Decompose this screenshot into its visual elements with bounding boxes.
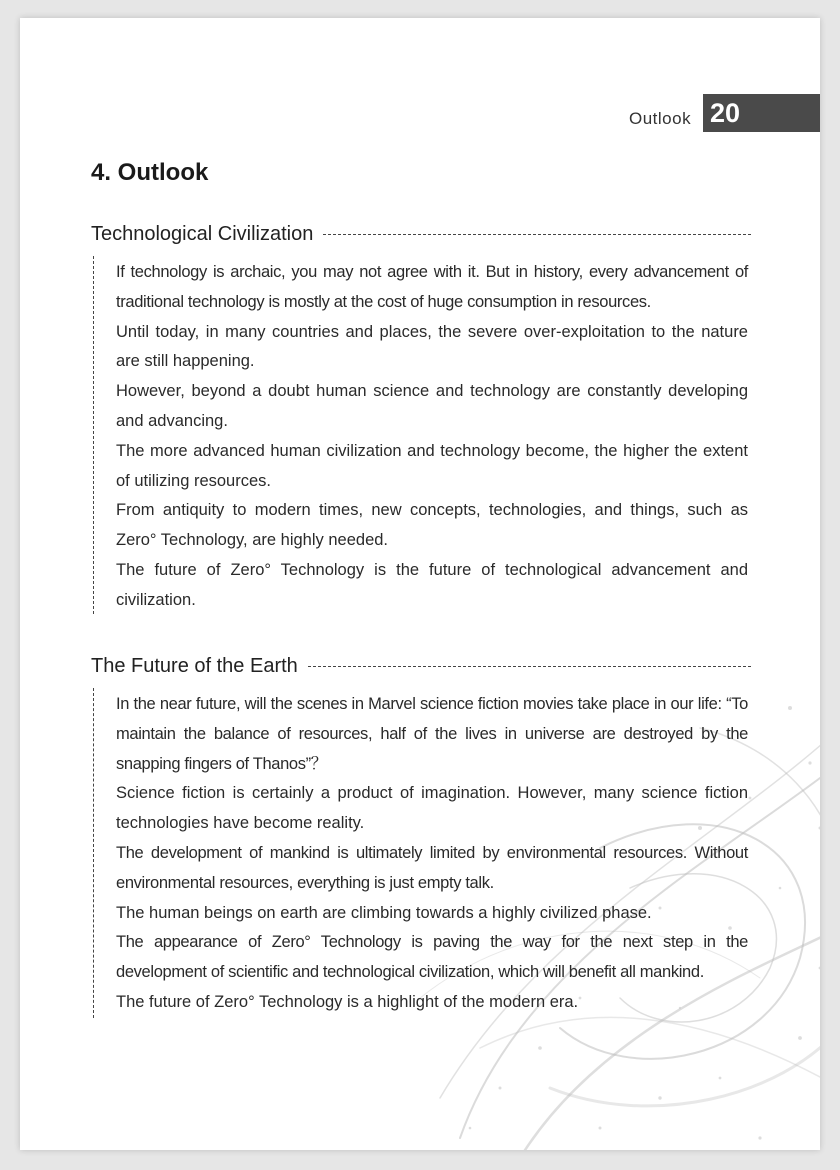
section-heading-future-of-the-earth (91, 655, 751, 678)
paragraph: Until today, in many countries and places, the severe over-exploitation to the nature are still happening. (116, 322, 748, 371)
section-title: Technological Civilization (91, 223, 314, 245)
paragraph: The future of Zero° Technology is a highlight of the modern era. (116, 992, 579, 1011)
paragraph: The development of mankind is ultimately limited by environmental resources. Without environmental resources, everything is just empty talk. (116, 843, 748, 892)
section-body-technological-civilization (93, 256, 748, 614)
paragraph: However, beyond a doubt human science and technology are constantly developing and advancing. (116, 382, 748, 430)
paragraph: From antiquity to modern times, new concepts, technologies, and things, such as Zero° Technology, are highly needed. (116, 501, 748, 550)
paragraph: The appearance of Zero° Technology is paving the way for the next step in the development of scientific and technological civilization, which will benefit all mankind. (116, 933, 748, 982)
page-number-badge: 20 (703, 94, 820, 132)
paragraph: In the near future, will the scenes in Marvel science fiction movies take place in our life: “To maintain the balance of resources, half of the lives in universe are destroyed by the snapping fingers of Thanos”？ (116, 695, 748, 773)
dashed-divider (308, 666, 751, 667)
dashed-divider (323, 234, 751, 235)
paragraph: The human beings on earth are climbing towards a highly civilized phase. (116, 903, 652, 922)
paragraph: Science fiction is certainly a product of imagination. However, many science fiction technologies have become reality. (116, 784, 748, 833)
section-heading-technological-civilization (91, 223, 751, 246)
paragraph: If technology is archaic, you may not agree with it. But in history, every advancement of traditional technology is mostly at the cost of huge consumption in resources. (116, 263, 748, 311)
section-body-future-of-the-earth (93, 688, 748, 1018)
running-header-label: Outlook (629, 109, 692, 128)
chapter-title: 4. Outlook (91, 159, 209, 186)
paragraph: The more advanced human civilization and technology become, the higher the extent of utilizing resources. (116, 441, 748, 490)
paragraph: The future of Zero° Technology is the future of technological advancement and civilization. (116, 560, 748, 609)
document-page (20, 18, 820, 1150)
section-title: The Future of the Earth (91, 655, 298, 677)
